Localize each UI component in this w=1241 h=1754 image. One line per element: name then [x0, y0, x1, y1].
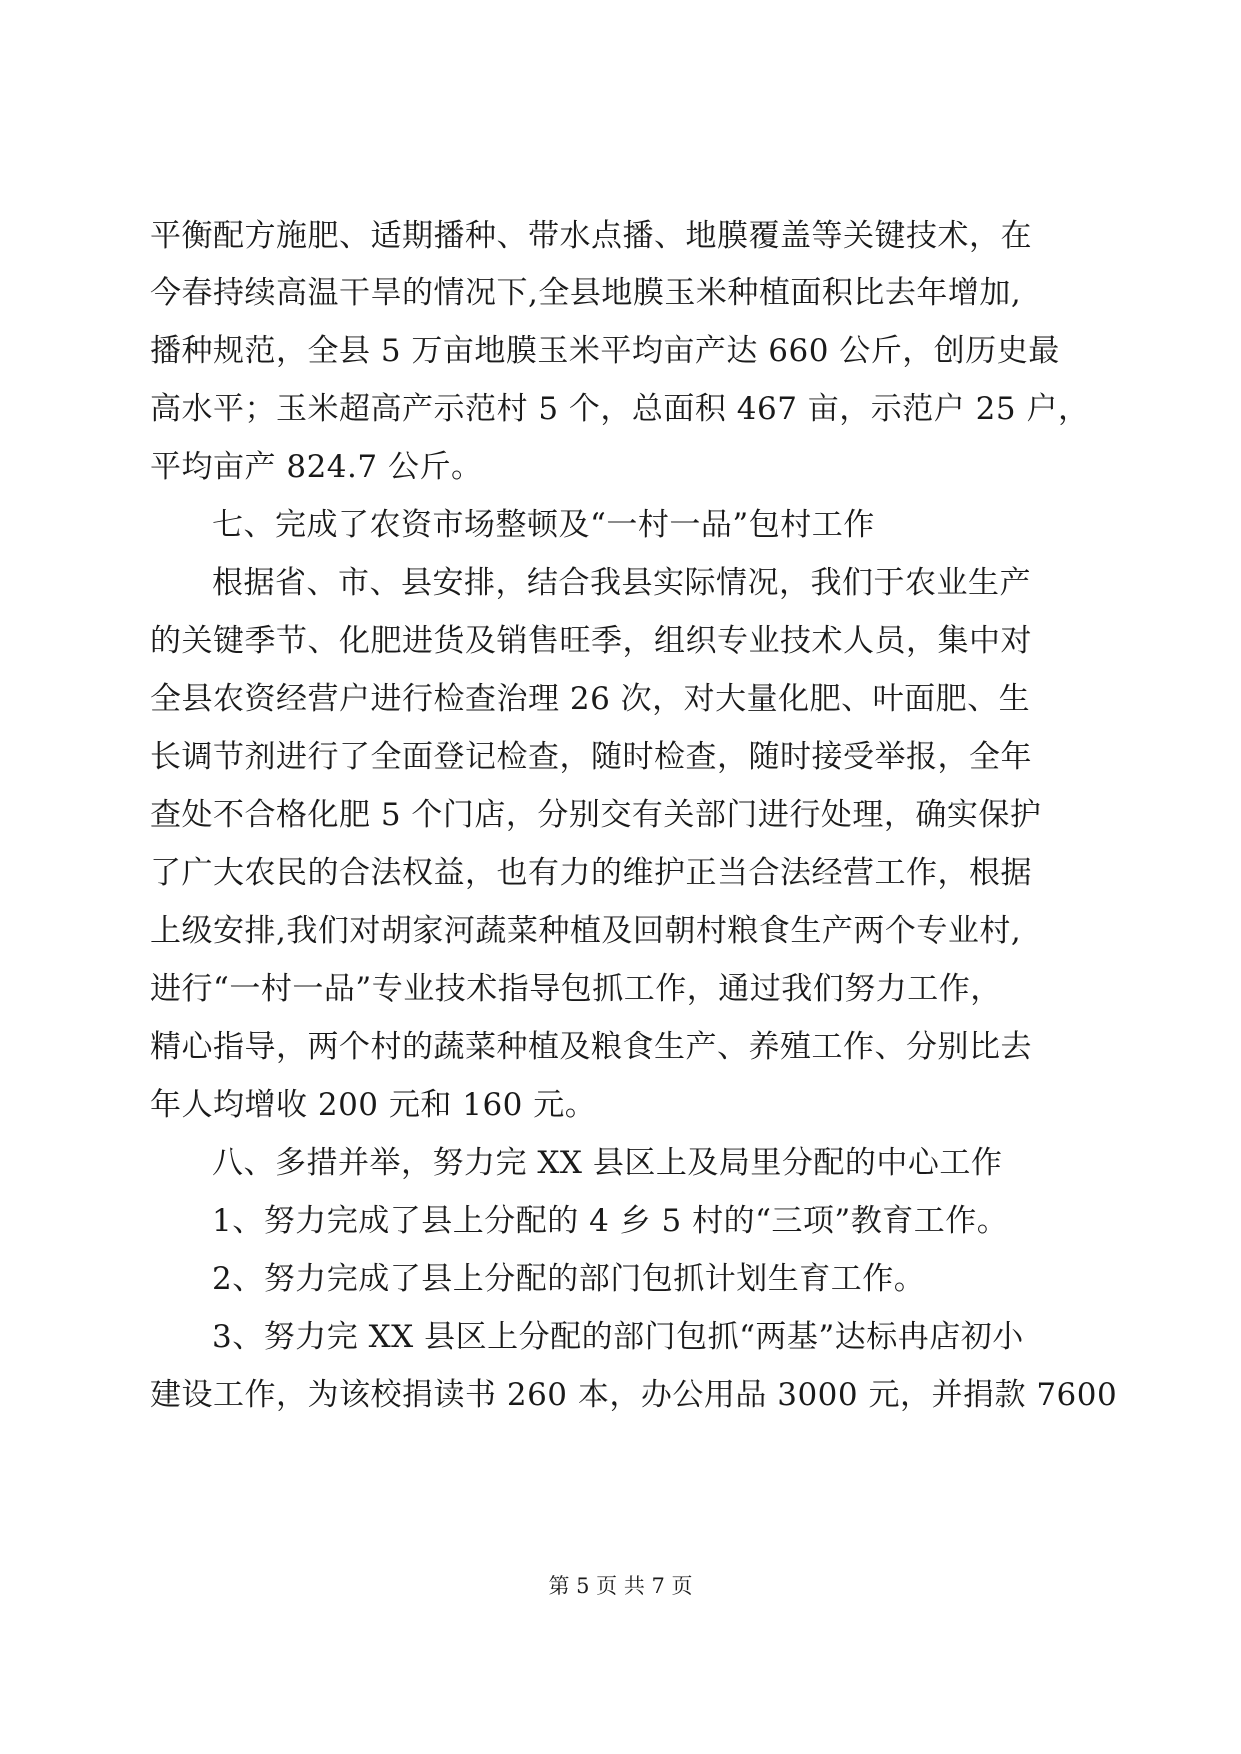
body-text-line: 上级安排,我们对胡家河蔬菜种植及回朝村粮食生产两个专业村,	[150, 913, 1022, 949]
list-item: 3、努力完 XX 县区上分配的部门包抓“两基”达标冉店初小	[212, 1319, 1024, 1355]
body-text-line: 高水平；玉米超高产示范村 5 个，总面积 467 亩，示范户 25 户，	[150, 391, 1090, 427]
list-item: 2、努力完成了县上分配的部门包抓计划生育工作。	[212, 1261, 926, 1297]
page-number-footer: 第 5 页 共 7 页	[548, 1574, 693, 1598]
body-text-line: 年人均增收 200 元和 160 元。	[150, 1087, 597, 1123]
body-text-line: 全县农资经营户进行检查治理 26 次，对大量化肥、叶面肥、生	[150, 681, 1031, 717]
section-heading: 七、完成了农资市场整顿及“一村一品”包村工作	[212, 507, 875, 543]
body-text-line: 平衡配方施肥、适期播种、带水点播、地膜覆盖等关键技术，在	[150, 218, 1032, 254]
body-text-line: 了广大农民的合法权益，也有力的维护正当合法经营工作，根据	[150, 855, 1032, 891]
body-text-line: 长调节剂进行了全面登记检查，随时检查，随时接受举报，全年	[150, 739, 1032, 775]
section-heading: 八、多措并举，努力完 XX 县区上及局里分配的中心工作	[212, 1145, 1003, 1181]
body-text-line: 查处不合格化肥 5 个门店，分别交有关部门进行处理，确实保护	[150, 797, 1042, 833]
body-text-line: 的关键季节、化肥进货及销售旺季，组织专业技术人员，集中对	[150, 623, 1032, 659]
body-text-line: 平均亩产 824.7 公斤。	[150, 449, 483, 485]
body-text-line: 今春持续高温干旱的情况下,全县地膜玉米种植面积比去年增加,	[150, 275, 1022, 311]
body-text-line: 建设工作，为该校捐读书 260 本，办公用品 3000 元，并捐款 7600	[150, 1377, 1118, 1413]
body-text-line: 播种规范，全县 5 万亩地膜玉米平均亩产达 660 公斤，创历史最	[150, 333, 1060, 369]
body-text-line: 进行“一村一品”专业技术指导包抓工作，通过我们努力工作，	[150, 971, 1002, 1007]
body-text-line: 根据省、市、县安排，结合我县实际情况，我们于农业生产	[212, 565, 1031, 601]
list-item: 1、努力完成了县上分配的 4 乡 5 村的“三项”教育工作。	[212, 1203, 1009, 1239]
body-text-line: 精心指导，两个村的蔬菜种植及粮食生产、养殖工作、分别比去	[150, 1029, 1032, 1065]
